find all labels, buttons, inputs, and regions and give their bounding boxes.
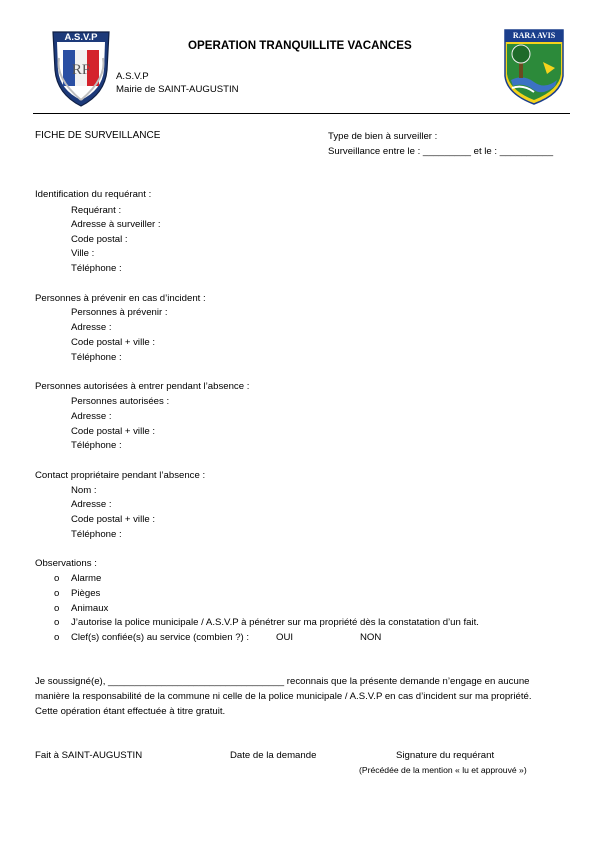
nom-field: Nom :: [71, 485, 97, 496]
adresse-surveiller-field: Adresse à surveiller :: [71, 219, 161, 230]
bullet-icon: o: [54, 617, 60, 628]
code-postal-ville-field: Code postal + ville :: [71, 337, 155, 348]
bullet-icon: o: [54, 573, 60, 584]
declaration-line-3: Cette opération étant effectuée à titre gratuit.: [35, 706, 226, 717]
option-alarme: Alarme: [71, 573, 102, 584]
adresse-field: Adresse :: [71, 411, 112, 422]
code-postal-ville-field: Code postal + ville :: [71, 426, 155, 437]
asvp-logo-monogram: RF: [71, 62, 91, 78]
fiche-title: FICHE DE SURVEILLANCE: [35, 130, 161, 141]
section-heading: Personnes à prévenir en cas d’incident :: [35, 293, 206, 304]
code-postal-field: Code postal :: [71, 234, 128, 245]
org-line-2: Mairie de SAINT-AUGUSTIN: [116, 84, 239, 95]
ville-field: Ville :: [71, 248, 95, 259]
signature-label: Signature du requérant: [396, 750, 495, 761]
adresse-field: Adresse :: [71, 499, 112, 510]
section-heading: Identification du requérant :: [35, 189, 152, 200]
header-divider: [33, 113, 570, 114]
telephone-field: Téléphone :: [71, 440, 122, 451]
bullet-icon: o: [54, 603, 60, 614]
surveillance-dates-field: Surveillance entre le : _________ et le : __________: [328, 146, 554, 157]
fait-a: Fait à SAINT-AUGUSTIN: [35, 750, 143, 761]
section-heading: Personnes autorisées à entrer pendant l’absence :: [35, 381, 250, 392]
option-autorisation: J’autorise la police municipale / A.S.V.P à pénétrer sur ma propriété dès la constatation d’un fait.: [71, 617, 479, 628]
bullet-icon: o: [54, 632, 60, 643]
date-demande: Date de la demande: [230, 750, 317, 761]
rara-avis-logo-text: RARA AVIS: [512, 31, 556, 40]
option-pieges: Pièges: [71, 588, 101, 599]
code-postal-ville-field: Code postal + ville :: [71, 514, 155, 525]
personnes-prevenir-field: Personnes à prévenir :: [71, 307, 168, 318]
section-heading: Contact propriétaire pendant l’absence :: [35, 470, 206, 481]
requerant-field: Requérant :: [71, 205, 122, 216]
adresse-field: Adresse :: [71, 322, 112, 333]
asvp-logo-text: A.S.V.P: [64, 32, 98, 43]
observations-heading: Observations :: [35, 558, 97, 569]
org-line-1: A.S.V.P: [116, 71, 149, 82]
option-animaux: Animaux: [71, 603, 109, 614]
bullet-icon: o: [54, 588, 60, 599]
declaration-line-2: manière la responsabilité de la commune ni celle de la police municipale / A.S.V.P en cas d’incident sur ma propriété.: [35, 691, 532, 702]
declaration-line-1: Je soussigné(e), _________________________________ reconnais que la présente demande n’engage en aucune: [35, 676, 530, 687]
telephone-field: Téléphone :: [71, 352, 122, 363]
page-title: OPERATION TRANQUILLITE VACANCES: [188, 39, 412, 52]
oui-option: OUI: [276, 632, 294, 643]
telephone-field: Téléphone :: [71, 529, 122, 540]
non-option: NON: [360, 632, 382, 643]
personnes-autorisees-field: Personnes autorisées :: [71, 396, 170, 407]
asvp-logo: [47, 28, 115, 108]
telephone-field: Téléphone :: [71, 263, 122, 274]
rara-avis-logo: [503, 28, 565, 106]
type-bien-field: Type de bien à surveiller :: [328, 131, 438, 142]
signature-mention: (Précédée de la mention « lu et approuvé »): [359, 765, 527, 775]
option-clefs: Clef(s) confiée(s) au service (combien ?) :: [71, 632, 250, 643]
